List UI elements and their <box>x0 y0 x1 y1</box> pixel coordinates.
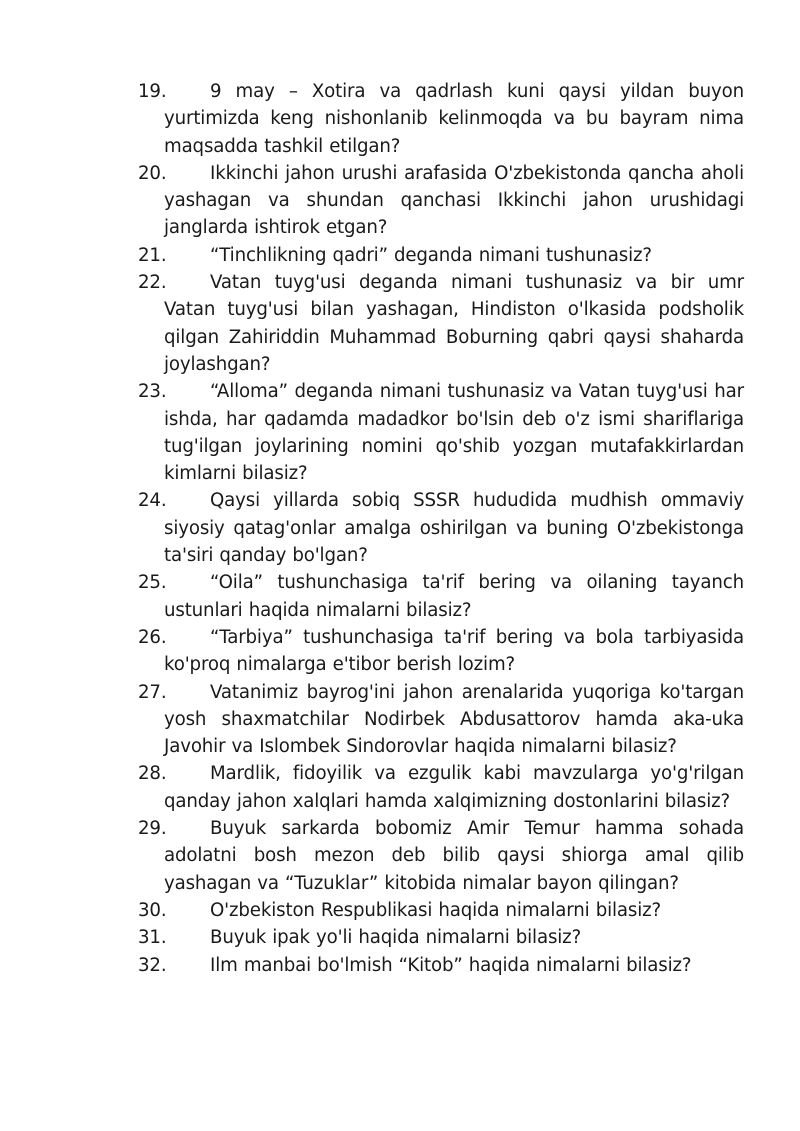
list-item <box>138 760 744 815</box>
item-number: 24. <box>138 490 167 512</box>
item-text: Vatan tuyg'usi deganda nimani tushunasiz va bir umr Vatan tuyg'usi bilan yashagan, Hindiston o'lkasida podsholik qilgan Zahiriddin Muhammad Boburning qabri qaysi shaharda joylashgan? <box>164 272 744 375</box>
list-item <box>138 624 744 679</box>
list-item <box>138 952 744 979</box>
item-number: 21. <box>138 244 167 266</box>
item-text: “Tarbiya” tushunchasiga ta'rif bering va bola tarbiyasida ko'proq nimalarga e'tibor berish lozim? <box>164 626 744 676</box>
item-number: 29. <box>138 818 167 840</box>
list-item <box>138 160 744 242</box>
question-list <box>138 78 744 979</box>
item-text: “Tinchlikning qadri” deganda nimani tushunasiz? <box>210 244 652 266</box>
item-number: 32. <box>138 954 167 976</box>
item-text: “Oila” tushunchasiga ta'rif bering va oilaning tayanch ustunlari haqida nimalarni bilasiz? <box>164 572 744 621</box>
item-number: 23. <box>138 381 167 403</box>
item-text: Ikkinchi jahon urushi arafasida O'zbekistonda qancha aholi yashagan va shundan qanchasi Ikkinchi jahon urushidagi janglarda ishtirok etgan? <box>164 162 744 239</box>
item-number: 31. <box>138 927 167 949</box>
item-text: Buyuk ipak yo'li haqida nimalarni bilasiz? <box>210 927 582 949</box>
item-text: Qaysi yillarda sobiq SSSR hududida mudhish ommaviy siyosiy qatag'onlar amalga oshirilgan va buning O'zbekistonga ta'siri qanday bo'lgan? <box>164 490 744 567</box>
list-item <box>138 897 744 924</box>
item-number: 22. <box>138 272 167 294</box>
list-item <box>138 815 744 897</box>
item-text: 9 may – Xotira va qadrlash kuni qaysi yildan buyon yurtimizda keng nishonlanib kelinmoqda va bu bayram nima maqsadda tashkil etilgan? <box>164 81 744 157</box>
item-number: 30. <box>138 899 167 921</box>
item-text: Vatanimiz bayrog'ini jahon arenalarida yuqoriga ko'targan yosh shaxmatchilar Nodirbek Abdusattorov hamda aka-uka Javohir va Islombek Sindorovlar haqida nimalarni bilasiz? <box>164 681 744 758</box>
list-item <box>138 487 744 569</box>
list-item <box>138 378 744 487</box>
list-item <box>138 78 744 160</box>
list-item <box>138 242 744 269</box>
list-item <box>138 569 744 624</box>
item-number: 26. <box>138 626 167 648</box>
item-text: “Alloma” deganda nimani tushunasiz va Vatan tuyg'usi har ishda, har qadamda madadkor bo'lsin deb o'z ismi shariflariga tug'ilgan joylarining nomini qo'shib yozgan mutafakkirlardan kimlarni bilasiz? <box>164 381 744 485</box>
item-text: O'zbekiston Respublikasi haqida nimalarni bilasiz? <box>210 899 662 921</box>
item-text: Mardlik, fidoyilik va ezgulik kabi mavzularga yo'g'rilgan qanday jahon xalqlari hamda xalqimizning dostonlarini bilasiz? <box>164 763 744 812</box>
item-text: Buyuk sarkarda bobomiz Amir Temur hamma sohada adolatni bosh mezon deb bilib qaysi shiorga amal qilib yashagan va “Tuzuklar” kitobida nimalar bayon qilingan? <box>164 818 744 894</box>
item-number: 27. <box>138 681 167 703</box>
item-number: 25. <box>138 572 167 594</box>
item-number: 19. <box>138 81 167 102</box>
list-item <box>138 269 744 378</box>
list-item <box>138 679 744 761</box>
item-number: 20. <box>138 162 167 184</box>
list-item <box>138 924 744 951</box>
item-number: 28. <box>138 763 167 785</box>
item-text: Ilm manbai bo'lmish “Kitob” haqida nimalarni bilasiz? <box>210 954 692 976</box>
